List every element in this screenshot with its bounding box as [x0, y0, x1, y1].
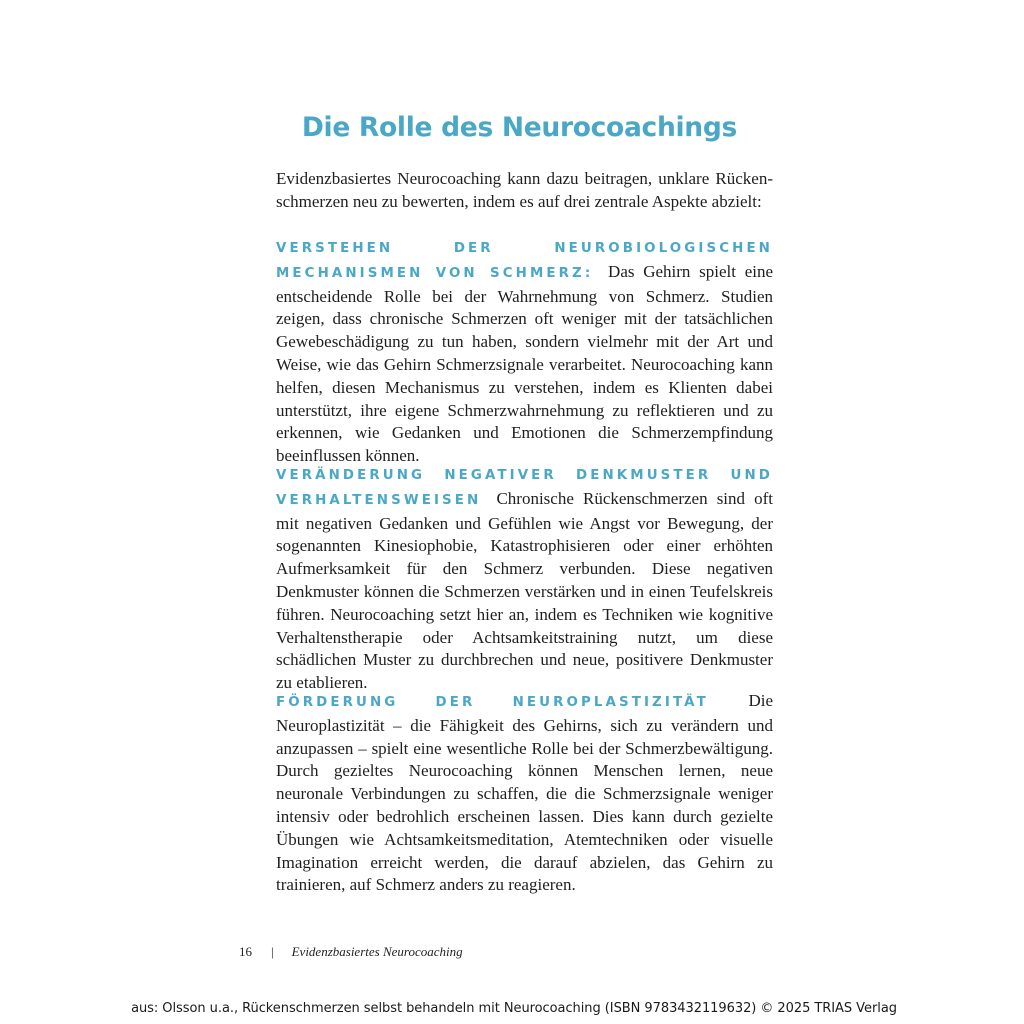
section-thought-patterns — [276, 463, 773, 695]
footer-separator: | — [271, 944, 274, 959]
running-title: Evidenzbasiertes Neurocoaching — [291, 944, 463, 959]
section-body: Die Neuroplastizität – die Fähigkeit des Gehirns, sich zu verändern und anzupassen – spielt eine wesentliche Rolle bei der Schmerzbewältigung. Durch gezieltes Neurocoaching können Menschen lernen, neue neuronale Verbindungen zu schaffen, die die Schmerzsignale weniger intensiv oder bedrohlich erscheinen lassen. Dies kann durch gezielte Übungen wie Achtsamkeitsmeditation, Atemtechniken oder visuelle Imagination erreicht werden, die darauf abzielen, das Gehirn zu trainieren, auf Schmerz anders zu reagieren. — [276, 691, 773, 895]
section-body: Chronische Rückenschmerzen sind oft mit negativen Gedanken und Gefühlen wie Angst vor Bewegung, der sogenannten Kinesiophobie, Katastrophisieren oder einer erhöhten Aufmerksamkeit für den Schmerz verbunden. Diese negativen Denkmuster können die Schmerzen verstärken und in einen Teufelskreis führen. Neurocoaching setzt hier an, indem es Techniken wie kognitive Verhaltenstherapie oder Achtsamkeitstraining nutzt, um diese schädlichen Muster zu durchbrechen und neue, positivere Denkmuster zu etablieren. — [276, 488, 774, 693]
intro-paragraph: Evidenzbasiertes Neurocoaching kann dazu beitragen, unklare Rückenschmerzen neu zu bewerten, indem es auf drei zentrale Aspekte abzielt: — [276, 169, 773, 211]
page-title: Die Rolle des Neurocoachings — [301, 112, 737, 143]
page-number: 16 — [239, 944, 252, 959]
section-heading: VERSTEHEN DER NEUROBIOLOGISCHEN MECHANISMEN VON SCHMERZ: — [276, 241, 773, 281]
section-mechanisms — [276, 236, 773, 468]
section-body: Das Gehirn spielt eine entscheidende Rolle bei der Wahrnehmung von Schmerz. Studien zeigen, dass chronische Schmerzen oft weniger mit der tatsächlichen Gewebeschädigung zu tun haben, sondern vielmehr mit der Art und Weise, wie das Gehirn Schmerzsignale verarbeitet. Neurocoaching kann helfen, diesen Mechanismus zu verstehen, indem es Klienten dabei unterstützt, ihre eigene Schmerzwahrnehmung zu reflektieren und zu erkennen, wie Gedanken und Emotionen die Schmerzempfindung beeinflussen können. — [276, 261, 774, 466]
section-heading: FÖRDERUNG DER NEUROPLASTIZITÄT — [276, 695, 709, 710]
page-footer — [239, 944, 463, 960]
section-heading: VERÄNDERUNG NEGATIVER DENKMUSTER UND VERHALTENSWEISEN — [276, 468, 773, 508]
source-citation: aus: Olsson u.a., Rückenschmerzen selbst behandeln mit Neurocoaching (ISBN 9783432119632) © 2025 TRIAS Verlag — [131, 1001, 897, 1016]
section-neuroplasticity — [276, 690, 773, 897]
